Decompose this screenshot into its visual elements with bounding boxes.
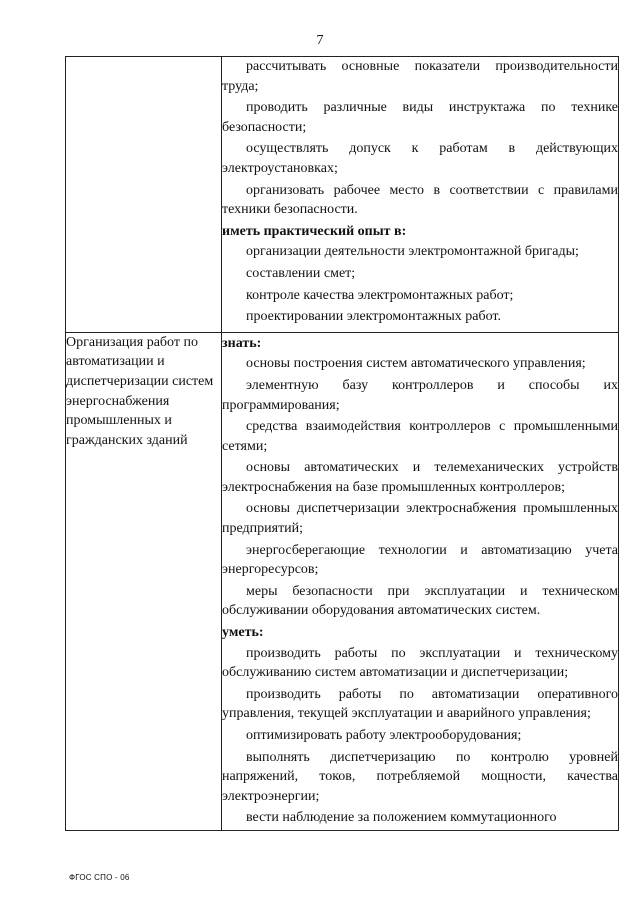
competency-table [65, 56, 619, 831]
section-heading: уметь: [222, 625, 264, 641]
requirement-item: организации деятельности электромонтажной бригады; [246, 244, 579, 260]
table-row [66, 57, 619, 333]
requirement-item: контроле качества электромонтажных работ; [246, 287, 514, 303]
section-heading: знать: [222, 335, 262, 351]
requirement-item: производить работы по автоматизации оперативного управления, текущей эксплуатации и аварийного управления; [222, 686, 618, 722]
requirement-item: элементную базу контроллеров и способы их программирования; [222, 377, 618, 413]
requirements-cell [222, 332, 619, 830]
module-name-cell [66, 57, 222, 333]
requirement-item: составлении смет; [246, 265, 356, 281]
requirement-item: основы автоматических и телемеханических устройств электроснабжения на базе промышленных контроллеров; [222, 460, 618, 495]
requirement-item: рассчитывать основные показатели производительности труда; [222, 59, 618, 94]
requirement-item: организовать рабочее место в соответствии с правилами техники безопасности. [222, 182, 618, 218]
requirement-item: меры безопасности при эксплуатации и техническом обслуживании оборудования автоматических систем. [222, 583, 618, 619]
requirement-item: производить работы по эксплуатации и техническому обслуживанию систем автоматизации и диспетчеризации; [222, 645, 618, 681]
requirement-item: энергосберегающие технологии и автоматизацию учета энергоресурсов; [222, 542, 618, 578]
requirements-cell [222, 57, 619, 333]
page-number: 7 [316, 33, 324, 48]
requirement-item: основы построения систем автоматического управления; [246, 356, 586, 372]
requirement-item: осуществлять допуск к работам в действующих электроустановках; [222, 141, 618, 176]
requirement-item: оптимизировать работу электрооборудования; [246, 728, 522, 743]
requirement-item: средства взаимодействия контроллеров с промышленными сетями; [222, 419, 618, 454]
requirement-item: проводить различные виды инструктажа по технике безопасности; [222, 100, 618, 135]
module-name-cell: Организация работ по автоматизации и диспетчеризации систем энергоснабжения промышленных и гражданских зданий [66, 332, 222, 830]
document-code-footer: ФГОС СПО - 06 [69, 873, 130, 882]
requirement-item: выполнять диспетчеризацию по контролю уровней напряжений, токов, потребляемой мощности, качества электроэнергии; [222, 749, 618, 804]
requirement-item: вести наблюдение за положением коммутационного [246, 810, 557, 826]
requirement-item: проектировании электромонтажных работ. [246, 309, 501, 325]
requirement-item: основы диспетчеризации электроснабжения промышленных предприятий; [222, 501, 618, 537]
section-heading: иметь практический опыт в: [222, 223, 407, 239]
table-row [66, 332, 619, 830]
